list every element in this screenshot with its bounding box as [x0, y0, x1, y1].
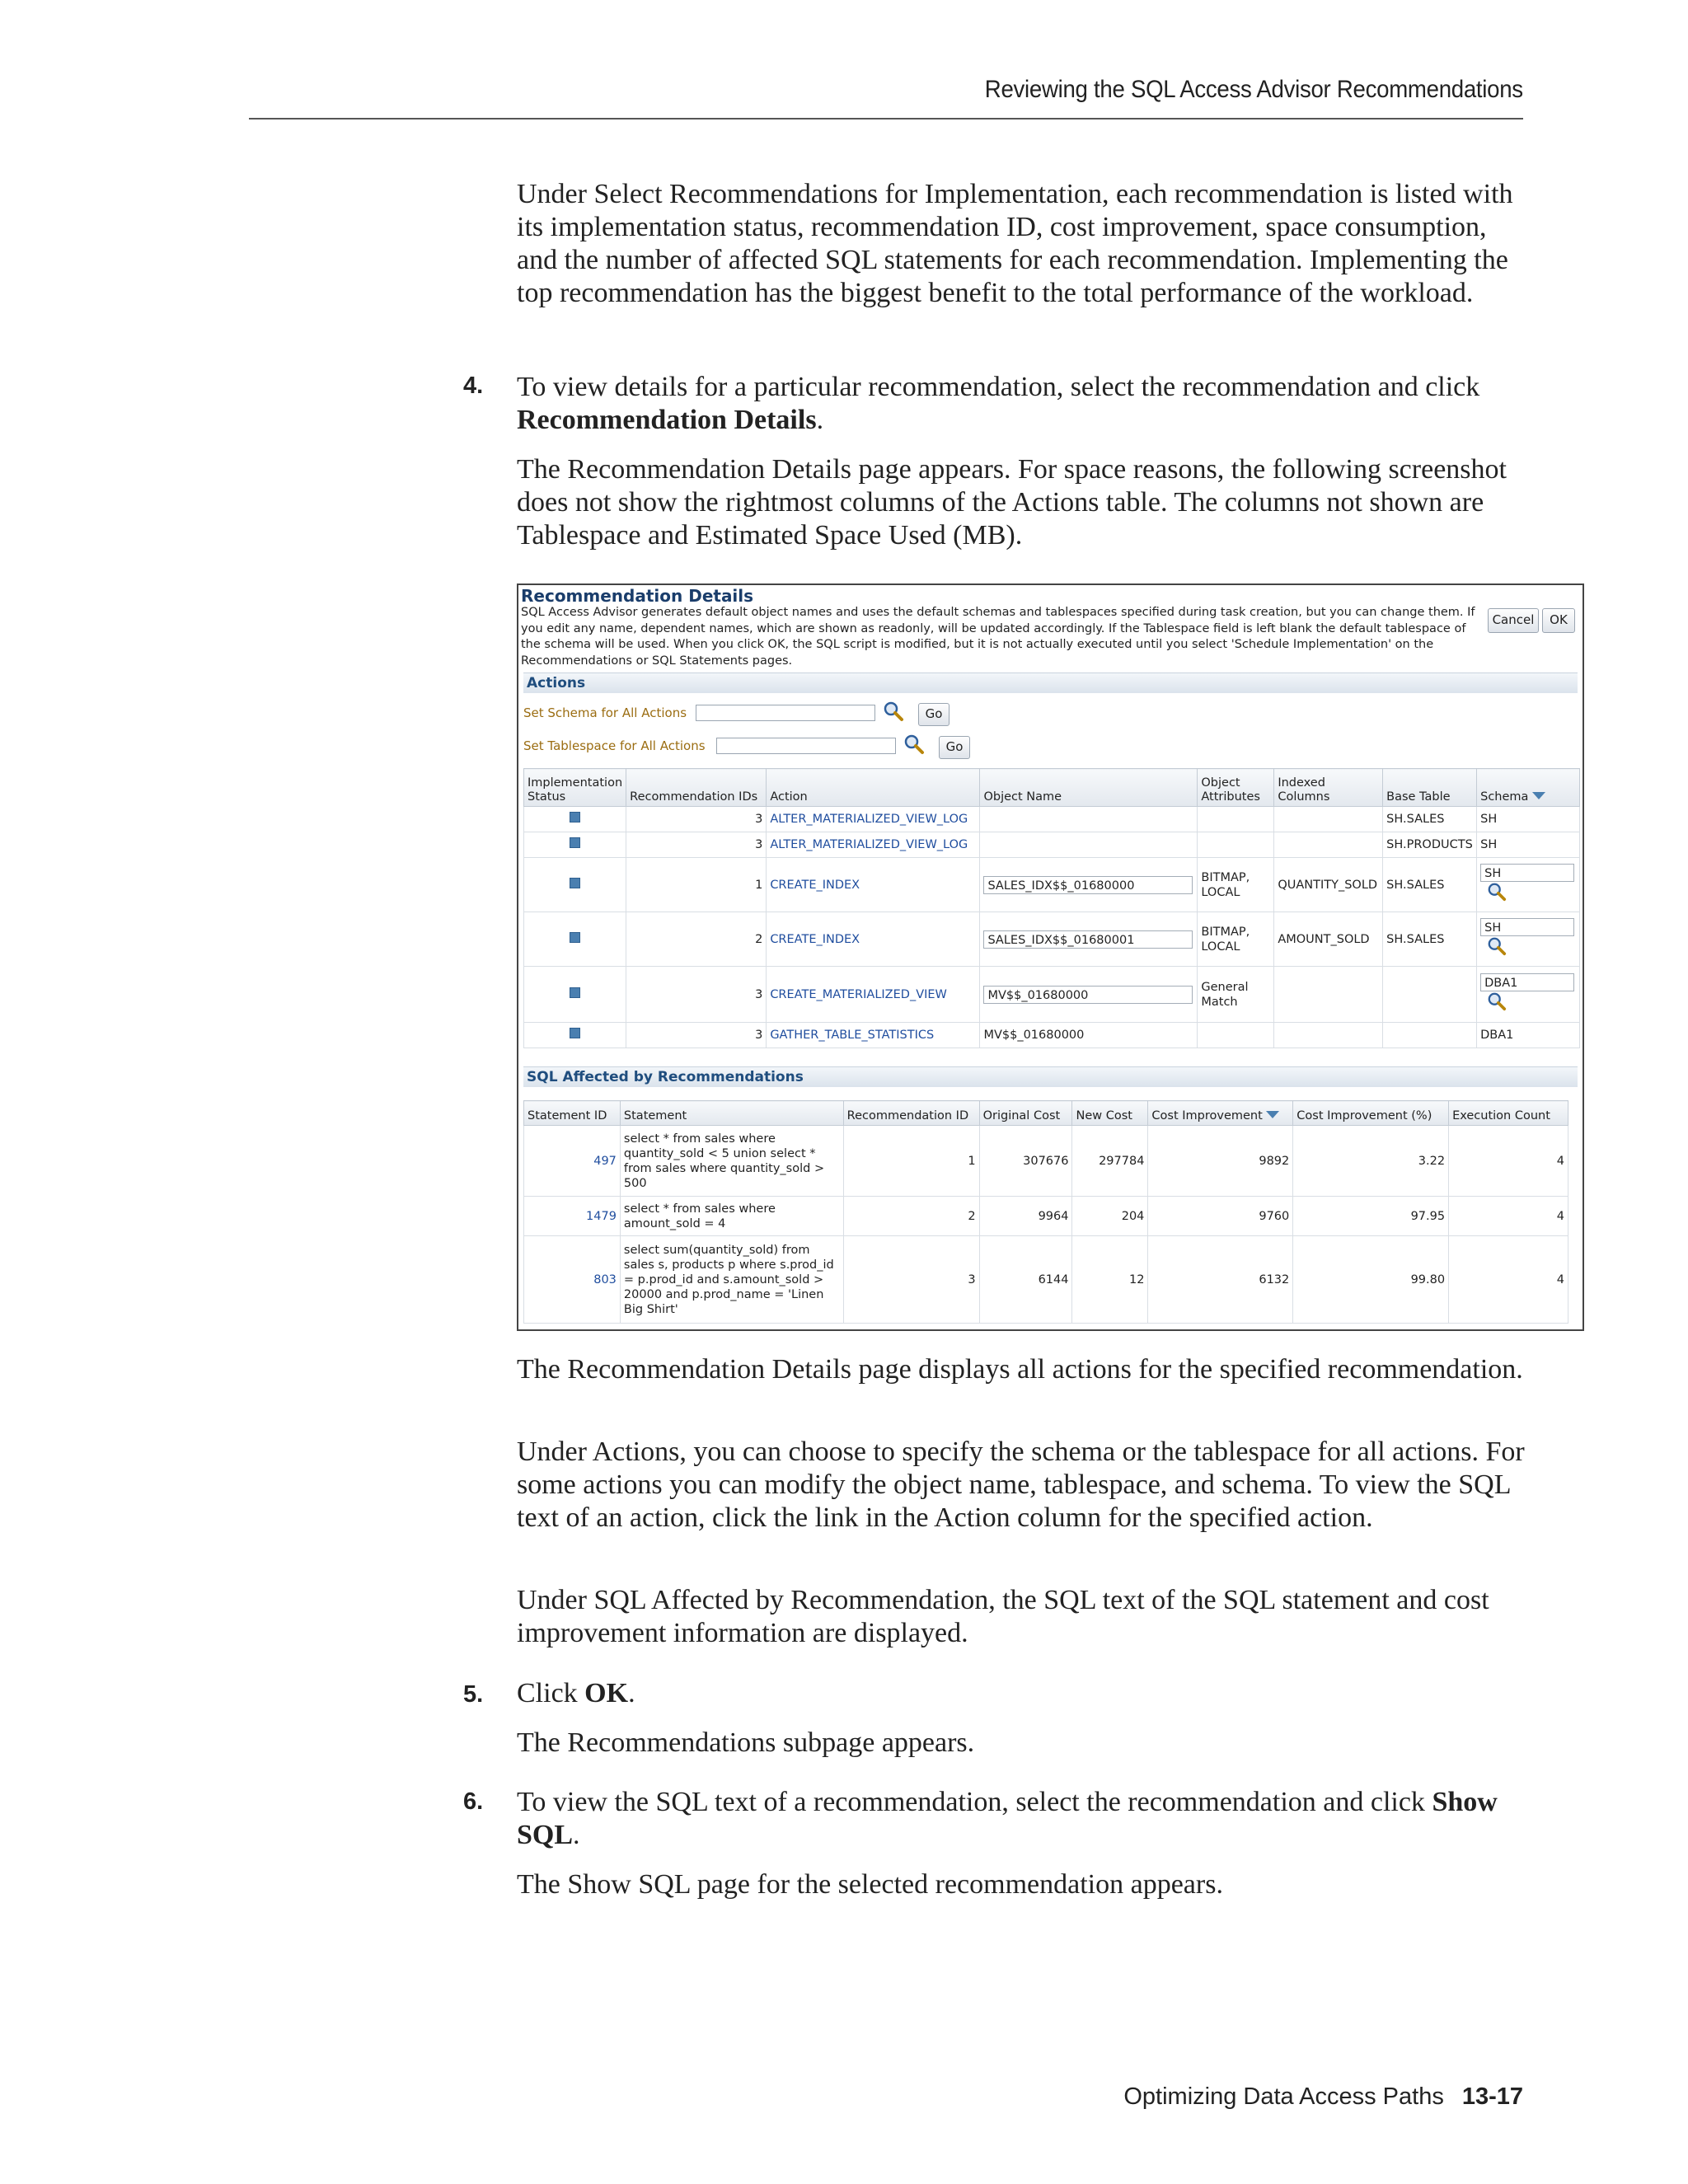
after-paragraph-1: The Recommendation Details page displays all actions for the specified recommendation. — [517, 1354, 1523, 1385]
col-schema[interactable] — [1477, 769, 1580, 807]
recommendation-id: 3 — [843, 1236, 979, 1324]
step-5-text-before: Click — [517, 1678, 585, 1708]
status-icon — [570, 837, 580, 848]
object-name-input[interactable]: SALES_IDX$$_01680000 — [983, 876, 1193, 894]
table-row[interactable] — [524, 1023, 1580, 1048]
table-row[interactable] — [524, 1126, 1568, 1197]
set-tablespace-label: Set Tablespace for All Actions — [523, 738, 706, 753]
cost-improvement-pct: 3.22 — [1293, 1126, 1449, 1197]
rec-id: 3 — [626, 967, 767, 1023]
table-row[interactable] — [524, 1236, 1568, 1324]
status-icon — [570, 878, 580, 888]
step-6-bold: Show SQL — [517, 1787, 1498, 1850]
search-icon[interactable] — [883, 701, 904, 722]
rec-id: 3 — [626, 1023, 767, 1048]
table-row[interactable] — [524, 858, 1580, 912]
step-4-bold: Recommendation Details — [517, 405, 817, 435]
col-statement[interactable]: Statement — [620, 1101, 843, 1126]
status-icon — [570, 987, 580, 998]
col-new-cost[interactable]: New Cost — [1072, 1101, 1148, 1126]
cost-improvement: 6132 — [1148, 1236, 1293, 1324]
step-4-text-after: . — [816, 405, 824, 435]
step-5-bold: OK — [584, 1678, 629, 1708]
action-link[interactable]: ALTER_MATERIALIZED_VIEW_LOG — [770, 813, 968, 826]
cancel-button[interactable]: Cancel — [1488, 608, 1539, 633]
step-5-text-after: . — [628, 1678, 635, 1708]
base-table: SH.SALES — [1383, 858, 1477, 912]
footer-page-number: 13-17 — [1461, 2083, 1523, 2110]
step-5-number: 5. — [463, 1681, 484, 1708]
base-table: SH.SALES — [1383, 912, 1477, 967]
indexed-columns: AMOUNT_SOLD — [1274, 912, 1383, 967]
step-4-text-before: To view details for a particular recommendation, select the recommendation and click — [517, 372, 1480, 402]
statement-id-link[interactable]: 1479 — [586, 1209, 617, 1223]
col-base-table[interactable]: Base Table — [1383, 769, 1477, 807]
cost-improvement: 9892 — [1148, 1126, 1293, 1197]
new-cost: 297784 — [1072, 1126, 1148, 1197]
base-table: SH.PRODUCTS — [1383, 832, 1477, 858]
running-head — [249, 73, 1523, 120]
statement-text: select sum(quantity_sold) from sales s, products p where s.prod_id = p.prod_id and s.amount_sold > 20000 and p.prod_name = 'Linen Big Shirt' — [620, 1236, 843, 1324]
action-link[interactable]: CREATE_INDEX — [770, 878, 860, 892]
running-head-text: Reviewing the SQL Access Advisor Recommendations — [984, 76, 1523, 103]
step-6-text-after: . — [573, 1820, 580, 1850]
ok-button[interactable]: OK — [1542, 608, 1575, 633]
table-row[interactable] — [524, 967, 1580, 1023]
sql-affected-table — [523, 1100, 1568, 1324]
schema-input[interactable]: SH — [1480, 864, 1574, 882]
statement-text: select * from sales where quantity_sold < 5 union select * from sales where quantity_sold > 500 — [620, 1126, 843, 1197]
rec-id: 2 — [626, 912, 767, 967]
original-cost: 6144 — [979, 1236, 1072, 1324]
step-6-number: 6. — [463, 1788, 484, 1815]
col-impl-status[interactable]: Implementation Status — [524, 769, 626, 807]
go-button-schema[interactable]: Go — [918, 703, 950, 726]
execution-count: 4 — [1449, 1236, 1568, 1324]
step-4-paragraph: The Recommendation Details page appears. For space reasons, the following screenshot does not show the rightmost columns of the Actions table. The columns not shown are Tablespace and Estimated Space Used (MB). — [517, 454, 1507, 551]
status-icon — [570, 1028, 580, 1038]
recommendation-details-screenshot — [517, 583, 1584, 1331]
rec-id: 1 — [626, 858, 767, 912]
table-row[interactable] — [524, 832, 1580, 858]
step-6-text — [517, 1786, 1531, 1852]
search-icon[interactable] — [903, 733, 925, 755]
schema-input[interactable]: DBA1 — [1480, 973, 1574, 991]
action-link[interactable]: CREATE_MATERIALIZED_VIEW — [770, 987, 947, 1001]
execution-count: 4 — [1449, 1197, 1568, 1236]
page-footer — [1123, 2083, 1523, 2111]
col-cost-improvement-label: Cost Improvement — [1151, 1109, 1263, 1122]
col-original-cost[interactable]: Original Cost — [979, 1101, 1072, 1126]
actions-table — [523, 768, 1580, 1048]
after-paragraph-3: Under SQL Affected by Recommendation, the SQL text of the SQL statement and cost improvement information are displayed. — [517, 1585, 1489, 1648]
col-cost-improvement-pct[interactable]: Cost Improvement (%) — [1293, 1101, 1449, 1126]
rec-id: 3 — [626, 832, 767, 858]
rec-id: 3 — [626, 807, 767, 832]
col-rec-ids[interactable]: Recommendation IDs — [626, 769, 767, 807]
step-5-paragraph: The Recommendations subpage appears. — [517, 1727, 975, 1758]
go-button-tablespace[interactable]: Go — [939, 736, 970, 759]
recommendation-id: 1 — [843, 1126, 979, 1197]
search-icon[interactable] — [1487, 936, 1507, 956]
recommendation-id: 2 — [843, 1197, 979, 1236]
sort-desc-icon[interactable] — [1532, 792, 1545, 800]
schema: SH — [1477, 807, 1580, 832]
cost-improvement: 9760 — [1148, 1197, 1293, 1236]
col-execution-count[interactable]: Execution Count — [1449, 1101, 1568, 1126]
indexed-columns: QUANTITY_SOLD — [1274, 858, 1383, 912]
original-cost: 307676 — [979, 1126, 1072, 1197]
action-link[interactable]: GATHER_TABLE_STATISTICS — [770, 1029, 935, 1042]
sort-desc-icon[interactable] — [1266, 1111, 1279, 1119]
col-recommendation-id[interactable]: Recommendation ID — [843, 1101, 979, 1126]
recommendation-details-description: SQL Access Advisor generates default object names and uses the default schemas and tablespaces specified during task creation, but you can change them. If you edit any name, dependent names, which are shown as readonly, will be updated accordingly. If the Tablespace field is left blank the default tablespace of the schema will be used. When you click OK, the SQL script is modified, but it is not actually executed until you select 'Schedule Implementation' on the Recommendations or SQL Statements pages. — [521, 606, 1475, 668]
step-4-number: 4. — [463, 373, 484, 399]
execution-count: 4 — [1449, 1126, 1568, 1197]
col-statement-id[interactable]: Statement ID — [524, 1101, 621, 1126]
actions-heading: Actions — [523, 673, 1578, 693]
schema: SH — [1477, 832, 1580, 858]
status-icon — [570, 932, 580, 943]
original-cost: 9964 — [979, 1197, 1072, 1236]
schema: DBA1 — [1477, 1023, 1580, 1048]
col-cost-improvement[interactable] — [1148, 1101, 1293, 1126]
object-name-input[interactable]: SALES_IDX$$_01680001 — [983, 930, 1193, 949]
set-schema-input[interactable] — [696, 705, 875, 721]
sql-affected-heading: SQL Affected by Recommendations — [523, 1066, 1578, 1087]
table-row[interactable] — [524, 807, 1580, 832]
statement-id-link[interactable]: 803 — [593, 1272, 617, 1286]
step-4-text — [517, 371, 1531, 437]
recommendation-details-title: Recommendation Details — [521, 586, 754, 606]
col-object-attributes[interactable]: Object Attributes — [1198, 769, 1274, 807]
intro-paragraph: Under Select Recommendations for Implementation, each recommendation is listed with its implementation status, recommendation ID, cost improvement, space consumption, and the number of affected SQL statements for each recommendation. Implementing the top recommendation has the biggest benefit to the total performance of the workload. — [517, 179, 1513, 308]
footer-section: Optimizing Data Access Paths — [1123, 2083, 1444, 2110]
object-attributes: General Match — [1198, 967, 1274, 1023]
step-5-text — [517, 1677, 1531, 1710]
base-table: SH.SALES — [1383, 807, 1477, 832]
step-6-text-before: To view the SQL text of a recommendation, select the recommendation and click — [517, 1787, 1432, 1817]
new-cost: 12 — [1072, 1236, 1148, 1324]
status-icon — [570, 812, 580, 823]
cost-improvement-pct: 99.80 — [1293, 1236, 1449, 1324]
statement-text: select * from sales where amount_sold = 4 — [620, 1197, 843, 1236]
object-attributes: BITMAP, LOCAL — [1198, 912, 1274, 967]
col-action[interactable]: Action — [767, 769, 980, 807]
object-attributes: BITMAP, LOCAL — [1198, 858, 1274, 912]
action-link[interactable]: CREATE_INDEX — [770, 932, 860, 946]
object-name-input[interactable]: MV$$_01680000 — [983, 986, 1193, 1004]
action-link[interactable]: ALTER_MATERIALIZED_VIEW_LOG — [770, 838, 968, 851]
set-schema-label: Set Schema for All Actions — [523, 705, 687, 720]
new-cost: 204 — [1072, 1197, 1148, 1236]
search-icon[interactable] — [1487, 991, 1507, 1011]
col-schema-label: Schema — [1480, 790, 1529, 804]
object-name: MV$$_01680000 — [980, 1023, 1198, 1048]
col-indexed-columns[interactable]: Indexed Columns — [1274, 769, 1383, 807]
search-icon[interactable] — [1487, 882, 1507, 902]
table-row[interactable] — [524, 912, 1580, 967]
after-paragraph-2: Under Actions, you can choose to specify the schema or the tablespace for all actions. For some actions you can modify the object name, tablespace, and schema. To view the SQL text of an action, click the link in the Action column for the specified action. — [517, 1436, 1525, 1533]
step-6-paragraph: The Show SQL page for the selected recommendation appears. — [517, 1869, 1223, 1900]
col-object-name[interactable]: Object Name — [980, 769, 1198, 807]
table-row[interactable] — [524, 1197, 1568, 1236]
statement-id-link[interactable]: 497 — [593, 1154, 617, 1168]
set-tablespace-input[interactable] — [716, 738, 896, 754]
schema-input[interactable]: SH — [1480, 918, 1574, 936]
cost-improvement-pct: 97.95 — [1293, 1197, 1449, 1236]
